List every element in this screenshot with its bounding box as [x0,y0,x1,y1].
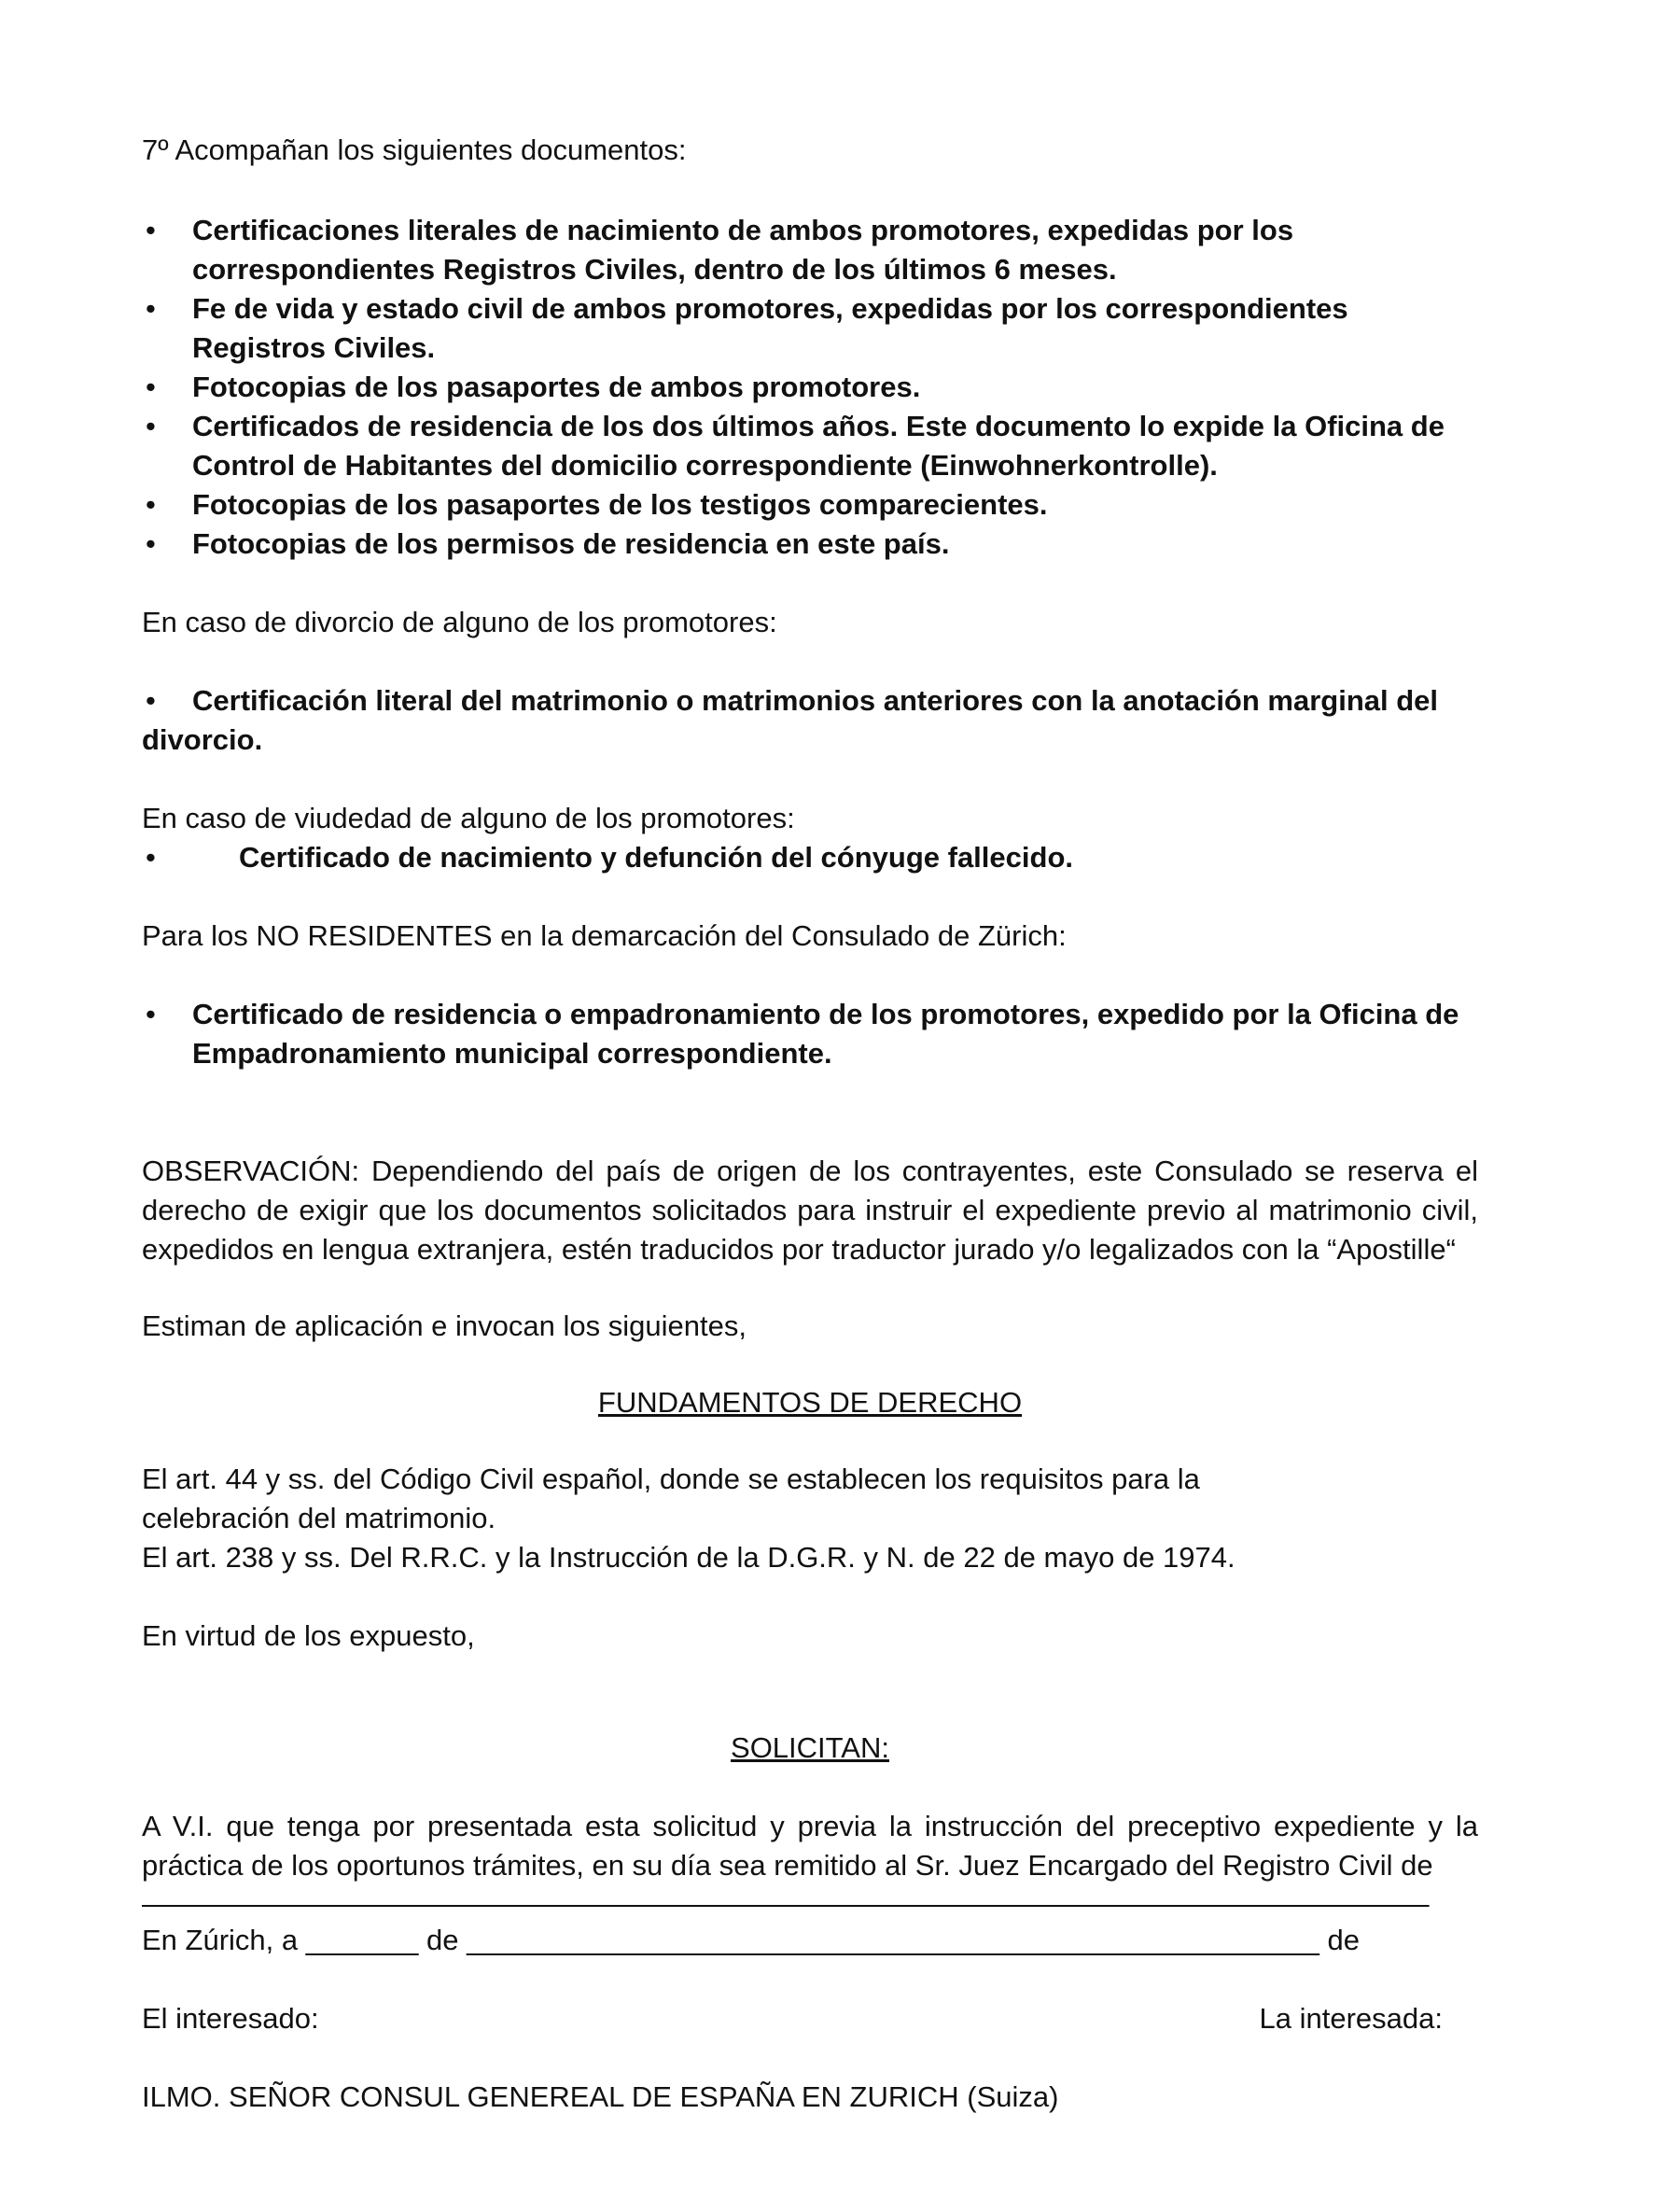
bullet-glyph: • [146,684,156,717]
widowhood-item [142,838,1478,877]
non-residents-heading: Para los NO RESIDENTES en la demarcación del Consulado de Zürich: [142,919,1067,952]
blank-line: ________________________________________________________________________________ [142,1875,1430,1908]
solicitan-title [142,1729,1478,1768]
widowhood-heading: En caso de viudedad de alguno de los promotores: [142,802,795,834]
list-item: • Certificados de residencia de los dos últimos años. Este documento lo expide la Oficina de Control de Habitantes del domicilio correspondiente (Einwohnerkontrolle). [142,407,1478,485]
list-item: • Fotocopias de los permisos de residencia en este país. [142,525,1478,564]
documents-list [142,211,1478,564]
en-virtud-text: En virtud de los expuesto, [142,1619,475,1652]
solicitan-title-text: SOLICITAN: [731,1731,889,1764]
intro-text: 7º Acompañan los siguientes documentos: [142,133,687,166]
estiman-text: Estiman de aplicación e invocan los siguientes, [142,1309,747,1342]
divorce-item [142,681,1478,760]
observation-text: OBSERVACIÓN: Dependiendo del país de origen de los contrayentes, este Consulado se reserva el derecho de exigir que los documentos solicitados para instruir el expediente previo al matrimonio civil, expedidos en lengua extranjera, estén traducidos por traductor jurado y/o legalizados con la “Apostille“ [142,1155,1478,1266]
widowhood-item-text: Certificado de nacimiento y defunción del cónyuge fallecido. [239,841,1073,874]
request-text: A V.I. que tenga por presentada esta solicitud y previa la instrucción del preceptivo expediente y la práctica de los oportunos trámites, en su día sea remitido al Sr. Juez Encargado del Registro Civil de [142,1810,1478,1882]
non-residents-list [142,995,1478,1073]
fundamentos-title [142,1383,1478,1422]
law-2: El art. 238 y ss. Del R.R.C. y la Instrucción de la D.G.R. y N. de 22 de mayo de 1974. [142,1541,1235,1574]
list-item: • Fotocopias de los pasaportes de los testigos comparecientes. [142,485,1478,525]
list-item: • Certificado de residencia o empadronamiento de los promotores, expedido por la Oficina de Empadronamiento municipal correspondiente. [142,995,1478,1073]
list-item: • Certificaciones literales de nacimiento de ambos promotores, expedidas por los correspondientes Registros Civiles, dentro de los últimos 6 meses. [142,211,1478,289]
signature-left: El interesado: [142,2002,319,2035]
fundamentos-title-text: FUNDAMENTOS DE DERECHO [597,1386,1023,1419]
date-line: En Zúrich, a _______ de _____________________________________________________ de [142,1924,1360,1956]
addressee-text: ILMO. SEÑOR CONSUL GENEREAL DE ESPAÑA EN ZURICH (Suiza) [142,2080,1059,2113]
signature-right: La interesada: [1259,2002,1443,2035]
list-item: • Fe de vida y estado civil de ambos promotores, expedidas por los correspondientes Registros Civiles. [142,289,1478,368]
signature-row [142,1999,1478,2038]
list-item: • Fotocopias de los pasaportes de ambos promotores. [142,368,1478,407]
divorce-item-text: Certificación literal del matrimonio o matrimonios anteriores con la anotación marginal del divorcio. [142,684,1439,756]
divorce-heading: En caso de divorcio de alguno de los promotores: [142,606,777,638]
law-1: El art. 44 y ss. del Código Civil español, donde se establecen los requisitos para la celebración del matrimonio. [142,1463,1200,1534]
bullet-glyph: • [146,841,156,874]
